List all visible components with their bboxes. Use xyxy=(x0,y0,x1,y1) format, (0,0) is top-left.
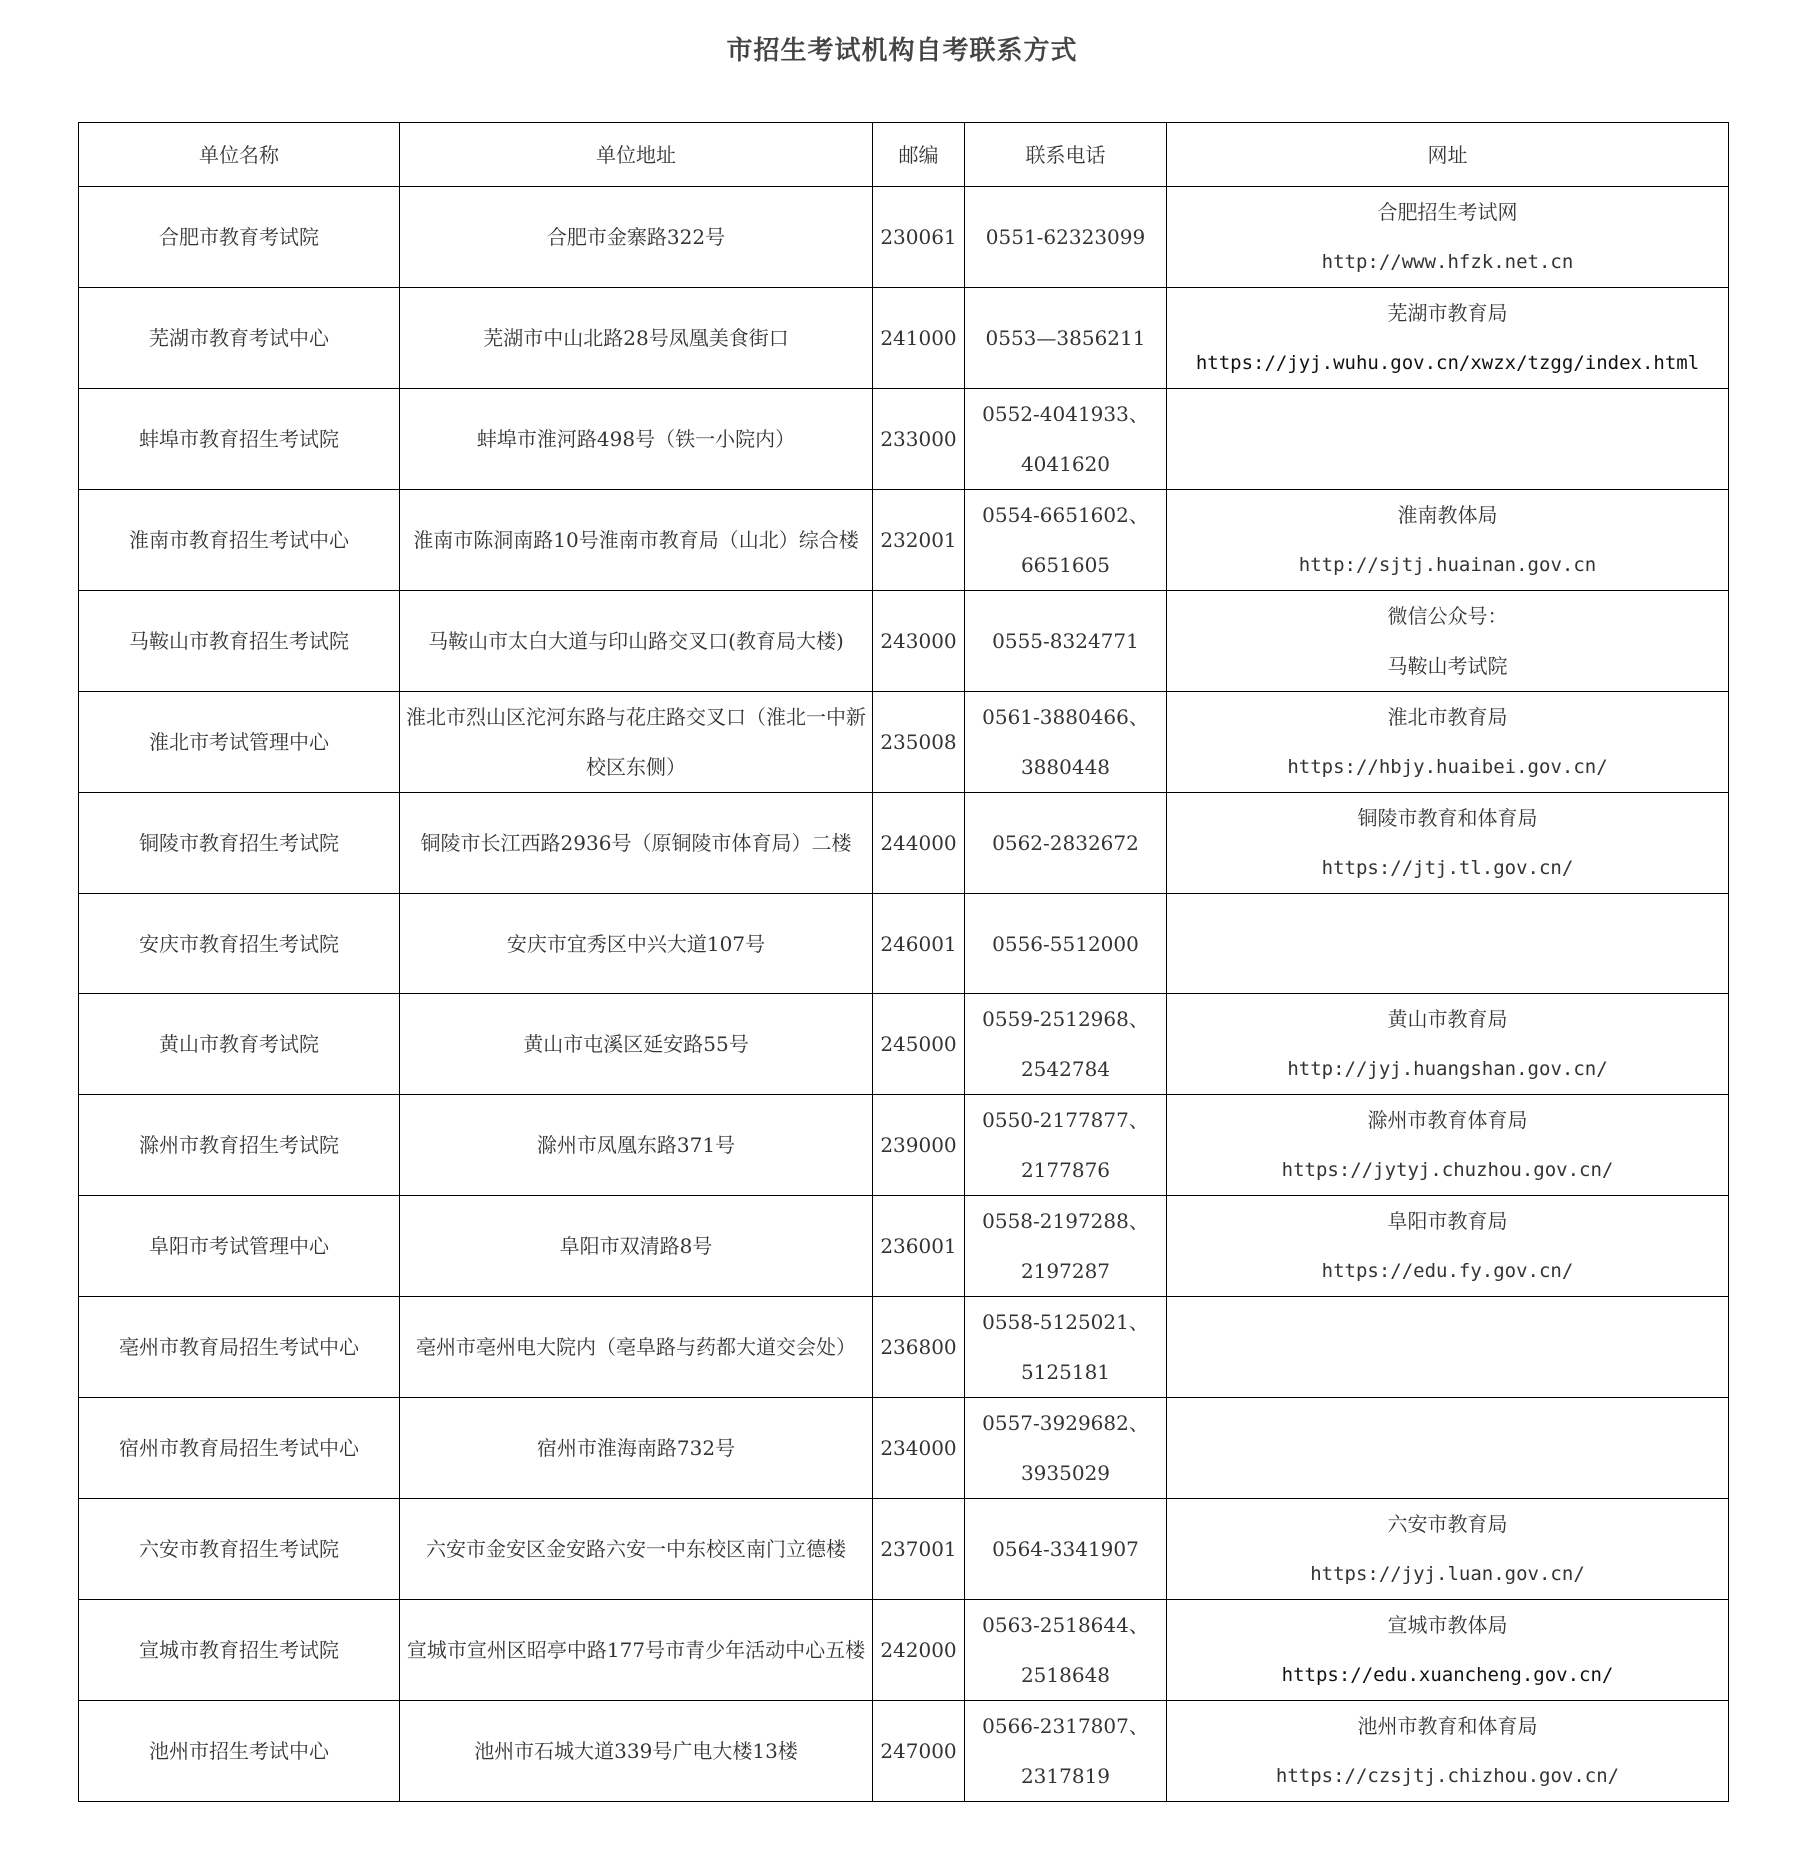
cell-address: 淮北市烈山区沱河东路与花庄路交叉口（淮北一中新校区东侧） xyxy=(400,692,873,793)
cell-address: 宿州市淮海南路732号 xyxy=(400,1398,873,1499)
website-link[interactable]: https://edu.xuancheng.gov.cn/ xyxy=(1281,1664,1614,1686)
phone-line: 0552-4041933、 xyxy=(982,402,1149,426)
cell-website xyxy=(1167,1600,1729,1701)
cell-phone xyxy=(965,288,1167,389)
cell-address: 安庆市宜秀区中兴大道107号 xyxy=(400,894,873,994)
cell-unit-name: 安庆市教育招生考试院 xyxy=(79,894,400,994)
website-link[interactable]: https://jyj.luan.gov.cn/ xyxy=(1310,1563,1585,1585)
table-row xyxy=(79,1196,1729,1297)
header-name: 单位名称 xyxy=(79,123,400,187)
website-label: 铜陵市教育和体育局 xyxy=(1357,806,1538,830)
table-row xyxy=(79,389,1729,490)
cell-address: 合肥市金寨路322号 xyxy=(400,187,873,288)
website-label: 淮北市教育局 xyxy=(1387,705,1508,729)
website-label: 滁州市教育体育局 xyxy=(1367,1108,1528,1132)
phone-line: 0558-5125021、 xyxy=(982,1310,1149,1334)
cell-website xyxy=(1167,288,1729,389)
cell-website xyxy=(1167,1095,1729,1196)
cell-unit-name: 阜阳市考试管理中心 xyxy=(79,1196,400,1297)
cell-phone xyxy=(965,187,1167,288)
website-link[interactable]: https://hbjy.huaibei.gov.cn/ xyxy=(1287,756,1608,778)
phone-line: 3880448 xyxy=(1020,755,1111,779)
website-label: 宣城市教体局 xyxy=(1387,1613,1508,1637)
website-link[interactable]: https://czsjtj.chizhou.gov.cn/ xyxy=(1275,1765,1620,1787)
website-label: 淮南教体局 xyxy=(1397,503,1498,527)
cell-phone xyxy=(965,994,1167,1095)
cell-website xyxy=(1167,187,1729,288)
website-label: 阜阳市教育局 xyxy=(1387,1209,1508,1233)
website-label: 芜湖市教育局 xyxy=(1387,301,1508,325)
cell-phone xyxy=(965,1499,1167,1600)
cell-address: 亳州市亳州电大院内（亳阜路与药都大道交会处） xyxy=(400,1297,873,1398)
contacts-table xyxy=(78,122,1729,1802)
phone-line: 0562-2832672 xyxy=(992,831,1139,855)
cell-unit-name: 马鞍山市教育招生考试院 xyxy=(79,591,400,692)
cell-postcode: 232001 xyxy=(873,490,965,591)
cell-postcode: 239000 xyxy=(873,1095,965,1196)
cell-phone xyxy=(965,894,1167,994)
cell-unit-name: 滁州市教育招生考试院 xyxy=(79,1095,400,1196)
cell-phone xyxy=(965,1600,1167,1701)
cell-address: 阜阳市双清路8号 xyxy=(400,1196,873,1297)
cell-unit-name: 黄山市教育考试院 xyxy=(79,994,400,1095)
website-link[interactable]: http://jyj.huangshan.gov.cn/ xyxy=(1287,1058,1608,1080)
cell-phone xyxy=(965,1701,1167,1802)
header-website: 网址 xyxy=(1167,123,1729,187)
cell-postcode: 245000 xyxy=(873,994,965,1095)
cell-postcode: 236001 xyxy=(873,1196,965,1297)
header-phone: 联系电话 xyxy=(965,123,1167,187)
table-row xyxy=(79,994,1729,1095)
cell-postcode: 234000 xyxy=(873,1398,965,1499)
cell-postcode: 233000 xyxy=(873,389,965,490)
cell-postcode: 242000 xyxy=(873,1600,965,1701)
phone-line: 2317819 xyxy=(1020,1764,1111,1788)
table-row xyxy=(79,187,1729,288)
website-label: 黄山市教育局 xyxy=(1387,1007,1508,1031)
table-row xyxy=(79,692,1729,793)
cell-website xyxy=(1167,1297,1729,1398)
cell-website xyxy=(1167,692,1729,793)
cell-phone xyxy=(965,490,1167,591)
table-row xyxy=(79,1701,1729,1802)
phone-line: 0558-2197288、 xyxy=(982,1209,1149,1233)
cell-website xyxy=(1167,591,1729,692)
cell-address: 滁州市凤凰东路371号 xyxy=(400,1095,873,1196)
cell-website xyxy=(1167,389,1729,490)
phone-line: 0561-3880466、 xyxy=(982,705,1149,729)
cell-address: 池州市石城大道339号广电大楼13楼 xyxy=(400,1701,873,1802)
phone-line: 0551-62323099 xyxy=(985,225,1146,249)
table-row xyxy=(79,1095,1729,1196)
cell-unit-name: 淮北市考试管理中心 xyxy=(79,692,400,793)
cell-address: 铜陵市长江西路2936号（原铜陵市体育局）二楼 xyxy=(400,793,873,894)
website-note: 马鞍山考试院 xyxy=(1387,654,1508,678)
phone-line: 0559-2512968、 xyxy=(982,1007,1149,1031)
table-row xyxy=(79,1398,1729,1499)
website-link[interactable]: https://jtj.tl.gov.cn/ xyxy=(1321,857,1574,879)
phone-line: 0553—3856211 xyxy=(985,326,1146,350)
cell-postcode: 235008 xyxy=(873,692,965,793)
table-row xyxy=(79,1297,1729,1398)
header-address: 单位地址 xyxy=(400,123,873,187)
table-header-row xyxy=(79,123,1729,187)
table-row xyxy=(79,1600,1729,1701)
cell-unit-name: 蚌埠市教育招生考试院 xyxy=(79,389,400,490)
phone-line: 0554-6651602、 xyxy=(982,503,1149,527)
cell-phone xyxy=(965,1398,1167,1499)
cell-unit-name: 淮南市教育招生考试中心 xyxy=(79,490,400,591)
cell-postcode: 243000 xyxy=(873,591,965,692)
table-body xyxy=(79,187,1729,1802)
cell-postcode: 236800 xyxy=(873,1297,965,1398)
cell-phone xyxy=(965,793,1167,894)
phone-line: 0550-2177877、 xyxy=(982,1108,1149,1132)
phone-line: 0557-3929682、 xyxy=(982,1411,1149,1435)
cell-address: 蚌埠市淮河路498号（铁一小院内） xyxy=(400,389,873,490)
table-row xyxy=(79,793,1729,894)
phone-line: 3935029 xyxy=(1020,1461,1111,1485)
cell-address: 芜湖市中山北路28号凤凰美食街口 xyxy=(400,288,873,389)
phone-line: 5125181 xyxy=(1020,1360,1111,1384)
cell-website xyxy=(1167,994,1729,1095)
cell-phone xyxy=(965,692,1167,793)
cell-phone xyxy=(965,591,1167,692)
table-row xyxy=(79,591,1729,692)
cell-website xyxy=(1167,1701,1729,1802)
cell-address: 宣城市宣州区昭亭中路177号市青少年活动中心五楼 xyxy=(400,1600,873,1701)
website-link[interactable]: https://jytyj.chuzhou.gov.cn/ xyxy=(1281,1159,1614,1181)
cell-phone xyxy=(965,1095,1167,1196)
cell-address: 六安市金安区金安路六安一中东校区南门立德楼 xyxy=(400,1499,873,1600)
cell-unit-name: 芜湖市教育考试中心 xyxy=(79,288,400,389)
website-link[interactable]: https://edu.fy.gov.cn/ xyxy=(1321,1260,1574,1282)
website-link[interactable]: https://jyj.wuhu.gov.cn/xwzx/tzgg/index.html xyxy=(1195,352,1700,374)
cell-postcode: 244000 xyxy=(873,793,965,894)
cell-unit-name: 六安市教育招生考试院 xyxy=(79,1499,400,1600)
cell-unit-name: 亳州市教育局招生考试中心 xyxy=(79,1297,400,1398)
cell-phone xyxy=(965,1297,1167,1398)
cell-postcode: 237001 xyxy=(873,1499,965,1600)
phone-line: 6651605 xyxy=(1020,553,1111,577)
phone-line: 2197287 xyxy=(1020,1259,1111,1283)
cell-address: 黄山市屯溪区延安路55号 xyxy=(400,994,873,1095)
header-postcode: 邮编 xyxy=(873,123,965,187)
phone-line: 0566-2317807、 xyxy=(982,1714,1149,1738)
website-label: 合肥招生考试网 xyxy=(1377,200,1518,224)
cell-website xyxy=(1167,793,1729,894)
cell-postcode: 241000 xyxy=(873,288,965,389)
phone-line: 0563-2518644、 xyxy=(982,1613,1149,1637)
website-link[interactable]: http://www.hfzk.net.cn xyxy=(1321,251,1574,273)
cell-website xyxy=(1167,1499,1729,1600)
cell-postcode: 246001 xyxy=(873,894,965,994)
table-row xyxy=(79,894,1729,994)
cell-website xyxy=(1167,894,1729,994)
website-label: 六安市教育局 xyxy=(1387,1512,1508,1536)
cell-postcode: 230061 xyxy=(873,187,965,288)
cell-address: 马鞍山市太白大道与印山路交叉口(教育局大楼) xyxy=(400,591,873,692)
cell-unit-name: 池州市招生考试中心 xyxy=(79,1701,400,1802)
cell-unit-name: 合肥市教育考试院 xyxy=(79,187,400,288)
website-label: 微信公众号： xyxy=(1387,604,1508,628)
website-label: 池州市教育和体育局 xyxy=(1357,1714,1538,1738)
cell-phone xyxy=(965,1196,1167,1297)
cell-unit-name: 铜陵市教育招生考试院 xyxy=(79,793,400,894)
phone-line: 4041620 xyxy=(1020,452,1111,476)
cell-website xyxy=(1167,490,1729,591)
phone-line: 2177876 xyxy=(1020,1158,1111,1182)
table-row xyxy=(79,288,1729,389)
table-row xyxy=(79,490,1729,591)
phone-line: 0556-5512000 xyxy=(992,931,1139,956)
cell-website xyxy=(1167,1196,1729,1297)
phone-line: 0555-8324771 xyxy=(992,629,1139,653)
table-row xyxy=(79,1499,1729,1600)
cell-postcode: 247000 xyxy=(873,1701,965,1802)
website-link[interactable]: http://sjtj.huainan.gov.cn xyxy=(1298,554,1597,576)
cell-unit-name: 宣城市教育招生考试院 xyxy=(79,1600,400,1701)
phone-line: 2542784 xyxy=(1020,1057,1111,1081)
cell-address: 淮南市陈洞南路10号淮南市教育局（山北）综合楼 xyxy=(400,490,873,591)
cell-website xyxy=(1167,1398,1729,1499)
cell-phone xyxy=(965,389,1167,490)
phone-line: 2518648 xyxy=(1020,1663,1111,1687)
page-title: 市招生考试机构自考联系方式 xyxy=(726,36,1078,66)
cell-unit-name: 宿州市教育局招生考试中心 xyxy=(79,1398,400,1499)
phone-line: 0564-3341907 xyxy=(992,1537,1139,1561)
